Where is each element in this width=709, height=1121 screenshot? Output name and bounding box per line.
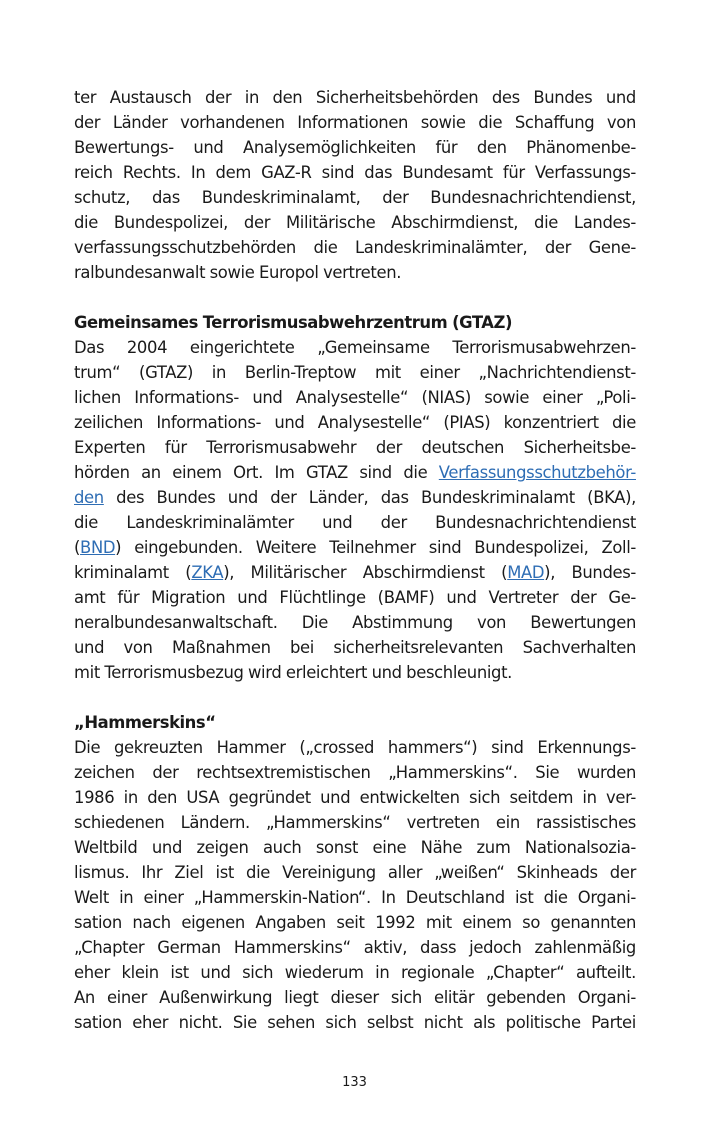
text-fragment: ), Bundes-: [544, 563, 636, 582]
gtaz-section: [74, 310, 636, 685]
text-line: 1986 in den USA gegründet und entwickelten sich seitdem in ver-: [74, 788, 636, 807]
text-line: die Bundespolizei, der Militärische Abschirmdienst, die Landes-: [74, 213, 636, 232]
text-fragment: des Bundes und der Länder, das Bundeskriminalamt (BKA),: [103, 488, 636, 507]
link-zka[interactable]: ZKA: [191, 563, 224, 582]
text-line: ralbundesanwalt sowie Europol vertreten.: [74, 263, 402, 282]
text-line: lichen Informations- und Analysestelle“ (NIAS) sowie einer „Poli-: [74, 388, 636, 407]
text-fragment: kriminalamt (: [74, 563, 192, 582]
link-verfassungsschutzbehoerden-cont[interactable]: den: [74, 488, 104, 507]
link-mad[interactable]: MAD: [507, 563, 545, 582]
text-line: der Länder vorhandenen Informationen sowie die Schaffung von: [74, 113, 636, 132]
text-line: und von Maßnahmen bei sicherheitsrelevanten Sachverhalten: [74, 638, 636, 657]
page-number: 133: [342, 1075, 367, 1090]
text-line: lismus. Ihr Ziel ist die Vereinigung aller „weißen“ Skinheads der: [74, 863, 636, 882]
text-fragment: ) eingebunden. Weitere Teilnehmer sind Bundespolizei, Zoll-: [115, 538, 636, 557]
text-line: [74, 560, 636, 585]
page-content: [74, 85, 636, 1035]
text-line: zeichen der rechtsextremistischen „Hammerskins“. Sie wurden: [74, 763, 636, 782]
text-line: eher klein ist und sich wiederum in regionale „Chapter“ aufteilt.: [74, 963, 636, 982]
link-verfassungsschutzbehoerden[interactable]: Verfassungsschutzbehör-: [438, 463, 636, 482]
section-heading-hammerskins: „Hammerskins“: [74, 713, 216, 732]
text-line: zeilichen Informations- und Analysestelle“ (PIAS) konzentriert die: [74, 413, 636, 432]
link-bnd[interactable]: BND: [80, 538, 116, 557]
text-line: „Chapter German Hammerskins“ aktiv, dass jedoch zahlenmäßig: [74, 938, 636, 957]
text-fragment: (: [74, 538, 81, 557]
section-gap: [74, 685, 636, 710]
text-line: Weltbild und zeigen auch sonst eine Nähe zum Nationalsozia-: [74, 838, 636, 857]
text-line: schiedenen Ländern. „Hammerskins“ vertreten ein rassistisches: [74, 813, 636, 832]
text-line: die Landeskriminalämter und der Bundesnachrichtendienst: [74, 513, 636, 532]
text-line: trum“ (GTAZ) in Berlin-Treptow mit einer „Nachrichtendienst-: [74, 363, 636, 382]
hammerskins-section: [74, 710, 636, 1035]
text-line: Bewertungs- und Analysemöglichkeiten für den Phänomenbe-: [74, 138, 636, 157]
text-line: Welt in einer „Hammerskin-Nation“. In Deutschland ist die Organi-: [74, 888, 636, 907]
section-heading-gtaz: Gemeinsames Terrorismusabwehrzentrum (GTAZ): [74, 313, 513, 332]
section-gap: [74, 285, 636, 310]
text-line: ter Austausch der in den Sicherheitsbehörden des Bundes und: [74, 88, 636, 107]
text-line: neralbundesanwaltschaft. Die Abstimmung von Bewertungen: [74, 613, 636, 632]
text-line: An einer Außenwirkung liegt dieser sich elitär gebenden Organi-: [74, 988, 636, 1007]
text-line: [74, 485, 636, 510]
text-line: schutz, das Bundeskriminalamt, der Bundesnachrichtendienst,: [74, 188, 636, 207]
text-line: reich Rechts. In dem GAZ-R sind das Bundesamt für Verfassungs-: [74, 163, 636, 182]
text-line: mit Terrorismusbezug wird erleichtert und beschleunigt.: [74, 663, 513, 682]
text-fragment: hörden an einem Ort. Im GTAZ sind die: [74, 463, 439, 482]
text-line: [74, 535, 636, 560]
text-line: verfassungsschutzbehörden die Landeskriminalämter, der Gene-: [74, 238, 636, 257]
text-line: [74, 460, 636, 485]
text-line: Die gekreuzten Hammer („crossed hammers“) sind Erkennungs-: [74, 738, 636, 757]
text-line: Experten für Terrorismusabwehr der deutschen Sicherheitsbe-: [74, 438, 636, 457]
text-fragment: ), Militärischer Abschirmdienst (: [223, 563, 508, 582]
intro-paragraph: [74, 85, 636, 285]
text-line: amt für Migration und Flüchtlinge (BAMF) und Vertreter der Ge-: [74, 588, 636, 607]
text-line: sation nach eigenen Angaben seit 1992 mit einem so genannten: [74, 913, 636, 932]
text-line: Das 2004 eingerichtete „Gemeinsame Terrorismusabwehrzen-: [74, 338, 636, 357]
text-line: sation eher nicht. Sie sehen sich selbst nicht als politische Partei: [74, 1013, 636, 1032]
